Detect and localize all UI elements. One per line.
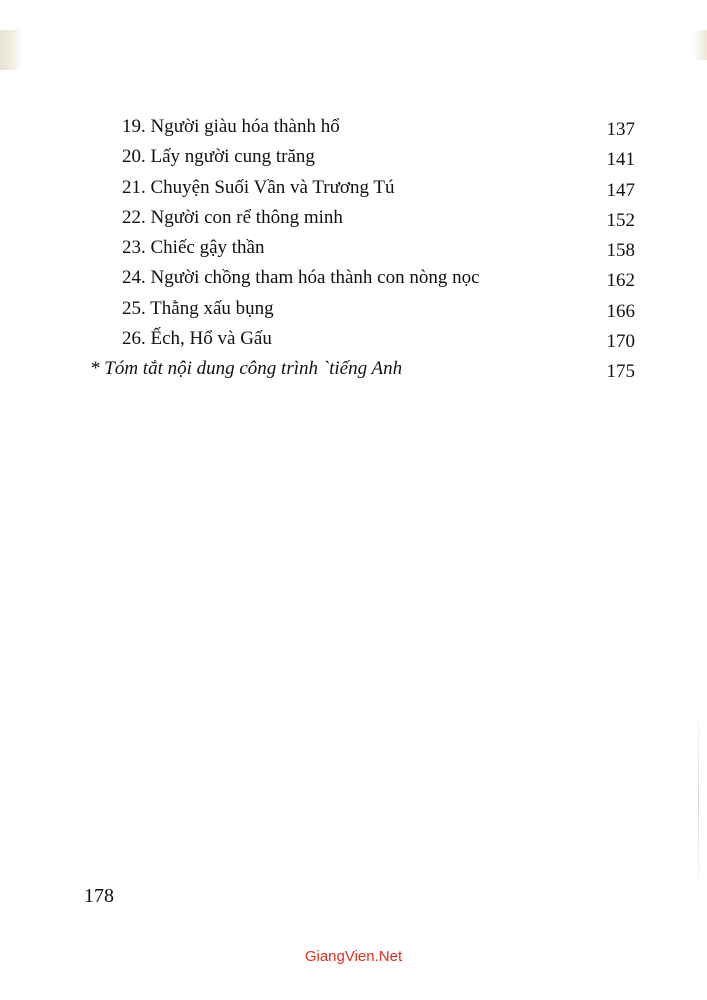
toc-entry xyxy=(0,142,707,172)
toc-entry-page: 170 xyxy=(606,331,635,353)
toc-entry-title: 24. Người chồng tham hóa thành con nòng nọc xyxy=(122,267,480,289)
scan-shadow-right xyxy=(698,700,699,900)
table-of-contents xyxy=(0,112,707,385)
scan-edge-right xyxy=(693,30,707,60)
toc-entry-title: 25. Thằng xấu bụng xyxy=(122,297,274,319)
toc-entry-page: 162 xyxy=(606,270,635,292)
scan-edge-left xyxy=(0,30,22,70)
toc-entry xyxy=(0,112,707,142)
toc-entry-title: 21. Chuyện Suối Vần và Trương Tú xyxy=(122,176,395,198)
toc-entry xyxy=(0,233,707,263)
toc-entry-title: 23. Chiếc gậy thần xyxy=(122,237,265,259)
toc-entry xyxy=(0,203,707,233)
watermark: GiangVien.Net xyxy=(304,948,403,965)
toc-entry-page: 175 xyxy=(606,361,635,383)
toc-entry-title: 26. Ếch, Hổ và Gấu xyxy=(122,328,272,350)
toc-entry xyxy=(0,294,707,324)
page-number: 178 xyxy=(84,885,114,907)
toc-entry-title: 20. Lấy người cung trăng xyxy=(122,146,315,168)
toc-entry-page: 141 xyxy=(606,149,635,171)
toc-entry-title: * Tóm tắt nội dung công trình `tiếng Anh xyxy=(90,358,403,380)
toc-entry xyxy=(0,263,707,293)
toc-entry-title: 19. Người giàu hóa thành hổ xyxy=(122,116,340,137)
toc-entry-title: 22. Người con rể thông minh xyxy=(122,206,343,228)
toc-entry-page: 166 xyxy=(606,300,635,322)
toc-entry xyxy=(0,324,707,354)
toc-entry-page: 152 xyxy=(606,209,635,231)
toc-entry-page: 147 xyxy=(606,179,635,201)
toc-entry-page: 137 xyxy=(606,119,635,140)
toc-entry xyxy=(0,173,707,203)
toc-entry-appendix xyxy=(0,354,707,384)
toc-entry-page: 158 xyxy=(606,240,635,262)
